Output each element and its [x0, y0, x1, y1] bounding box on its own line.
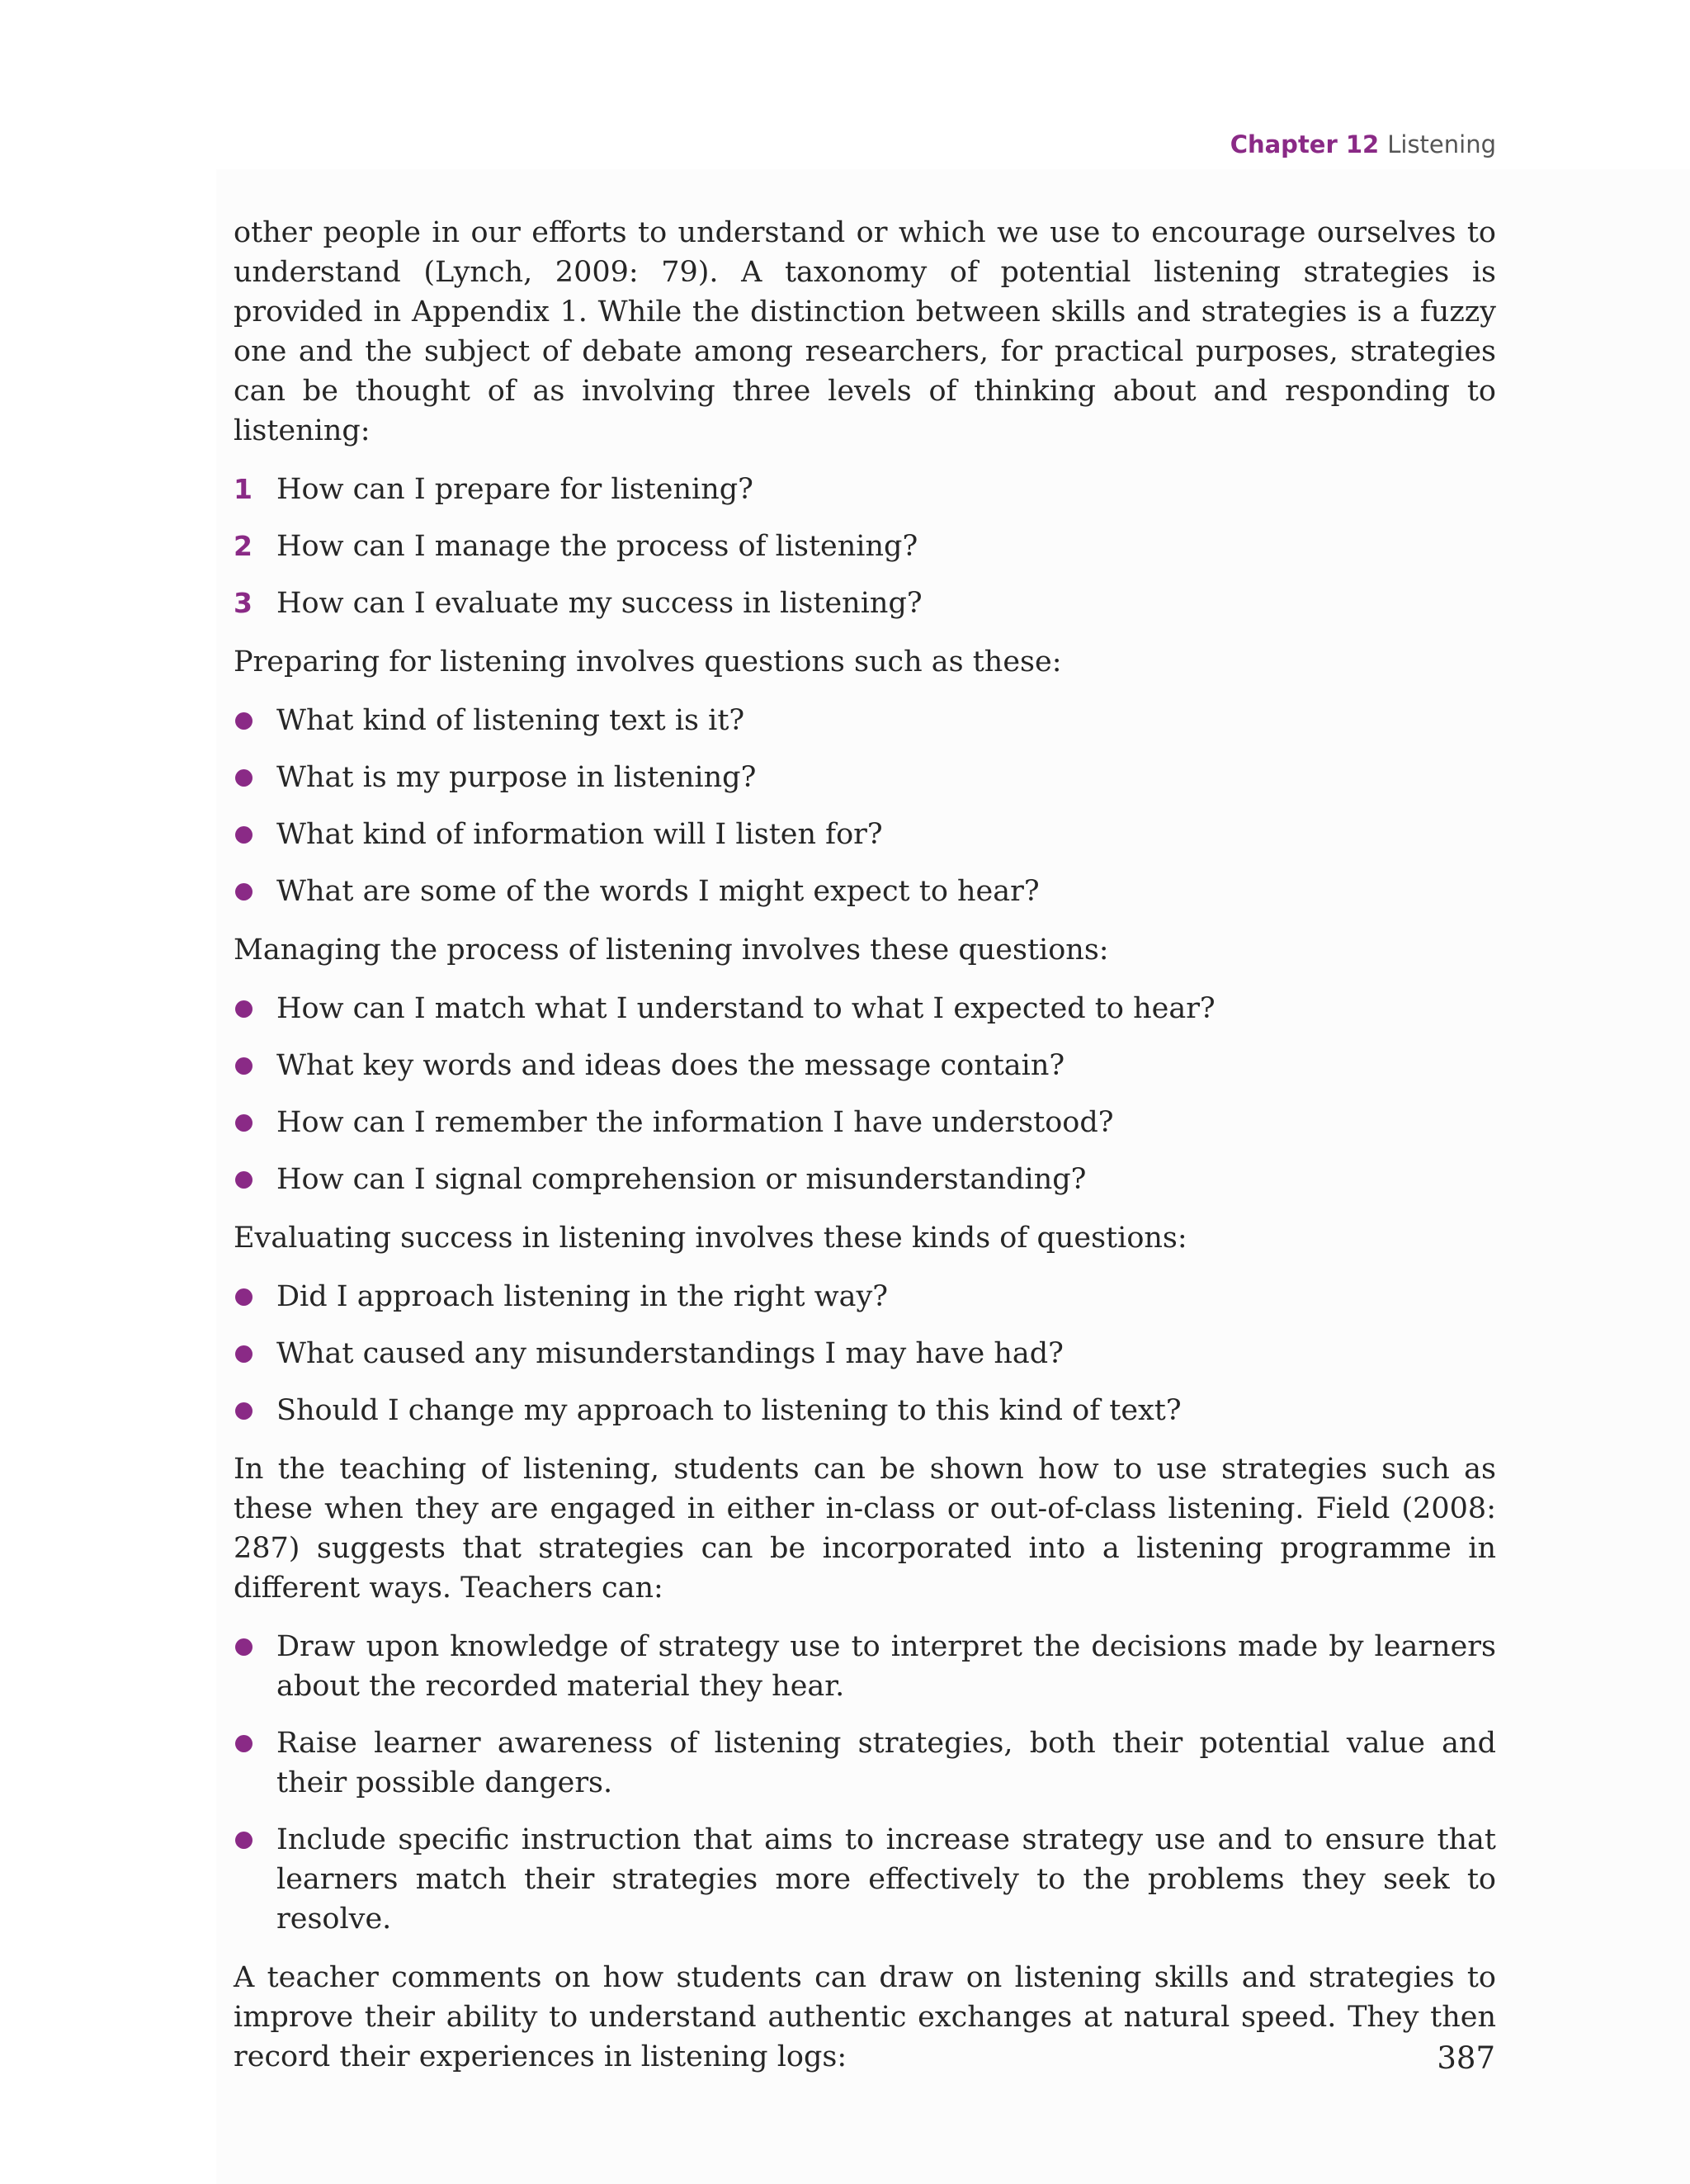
running-head	[1230, 128, 1496, 161]
bullet-icon	[235, 1345, 253, 1363]
list-item	[234, 1723, 1496, 1803]
list-item-text: Raise learner awareness of listening strategies, both their potential value and their possible dangers.	[276, 1727, 1496, 1799]
list-item-text: How can I match what I understand to what I expected to hear?	[276, 992, 1216, 1025]
list-item-text: What kind of information will I listen for?	[276, 818, 883, 851]
bullet-icon	[235, 883, 253, 901]
list-item	[234, 1103, 1496, 1142]
bullet-icon	[235, 712, 253, 730]
list-item-text: How can I evaluate my success in listening?	[276, 587, 923, 620]
bullet-icon	[235, 769, 253, 787]
list-item-text: How can I manage the process of listening?	[276, 530, 918, 563]
list-item	[234, 1277, 1496, 1317]
list-item-text: How can I remember the information I have understood?	[276, 1106, 1114, 1139]
intro-paragraph: other people in our efforts to understand or which we use to encourage ourselves to understand (Lynch, 2009: 79). A taxonomy of potential listening strategies is provided in Appendix 1. While the distinction between skills and strategies is a fuzzy one and the subject of debate among researchers, for practical purposes, strategies can be thought of as involving three levels of thinking about and responding to listening:	[234, 216, 1496, 447]
list-item-text: Should I change my approach to listening to this kind of text?	[276, 1394, 1182, 1427]
list-item	[234, 584, 1496, 623]
list-item	[234, 1820, 1496, 1939]
list-item	[234, 1627, 1496, 1706]
list-item-text: What are some of the words I might expect to hear?	[276, 875, 1040, 908]
managing-questions-list	[234, 989, 1496, 1199]
list-number: 1	[234, 473, 253, 505]
bullet-icon	[235, 1735, 253, 1752]
list-item-text: Draw upon knowledge of strategy use to interpret the decisions made by learners about the recorded material they hear.	[276, 1630, 1496, 1703]
levels-list	[234, 470, 1496, 623]
bullet-icon	[235, 1638, 253, 1656]
list-item	[234, 701, 1496, 740]
list-item	[234, 872, 1496, 911]
list-item-text: How can I prepare for listening?	[276, 473, 753, 506]
preparing-paragraph: Preparing for listening involves questions such as these:	[234, 645, 1062, 678]
closing-paragraph: A teacher comments on how students can draw on listening skills and strategies to improve their ability to understand authentic exchanges at natural speed. They then record their experiences in listening logs:	[234, 1961, 1496, 2073]
preparing-questions-list	[234, 701, 1496, 911]
chapter-title: Listening	[1387, 130, 1496, 158]
bullet-icon	[235, 1171, 253, 1189]
bullet-icon	[235, 1832, 253, 1849]
bullet-icon	[235, 1000, 253, 1018]
list-item	[234, 1160, 1496, 1199]
bullet-icon	[235, 826, 253, 844]
list-item-text: Include specific instruction that aims to increase strategy use and to ensure that learners match their strategies more effectively to the problems they seek to resolve.	[276, 1823, 1496, 1936]
bullet-icon	[235, 1114, 253, 1132]
list-item	[234, 1334, 1496, 1373]
evaluating-paragraph: Evaluating success in listening involves these kinds of questions:	[234, 1222, 1187, 1255]
bullet-icon	[235, 1057, 253, 1075]
page-number: 387	[1437, 2040, 1495, 2076]
teaching-paragraph: In the teaching of listening, students can be shown how to use strategies such as these when they are engaged in either in-class or out-of-class listening. Field (2008: 287) suggests that strategies can be incorporated into a listening programme in different ways. Teachers can:	[234, 1453, 1496, 1605]
list-item	[234, 989, 1496, 1028]
list-item-text: What is my purpose in listening?	[276, 761, 757, 794]
list-item	[234, 527, 1496, 566]
bullet-icon	[235, 1288, 253, 1306]
page-body	[234, 213, 1496, 2077]
list-item	[234, 1046, 1496, 1085]
managing-paragraph: Managing the process of listening involves these questions:	[234, 934, 1109, 967]
list-item-text: How can I signal comprehension or misunderstanding?	[276, 1163, 1087, 1196]
list-item	[234, 758, 1496, 797]
list-item	[234, 815, 1496, 854]
teacher-actions-list	[234, 1627, 1496, 1939]
list-item-text: What caused any misunderstandings I may have had?	[276, 1337, 1064, 1370]
list-item-text: Did I approach listening in the right way?	[276, 1280, 889, 1313]
list-item	[234, 470, 1496, 509]
evaluating-questions-list	[234, 1277, 1496, 1430]
list-number: 2	[234, 530, 253, 562]
chapter-label: Chapter 12	[1230, 130, 1380, 158]
list-item-text: What key words and ideas does the message contain?	[276, 1049, 1065, 1082]
list-item	[234, 1391, 1496, 1430]
bullet-icon	[235, 1402, 253, 1420]
list-item-text: What kind of listening text is it?	[276, 704, 745, 737]
list-number: 3	[234, 587, 253, 619]
